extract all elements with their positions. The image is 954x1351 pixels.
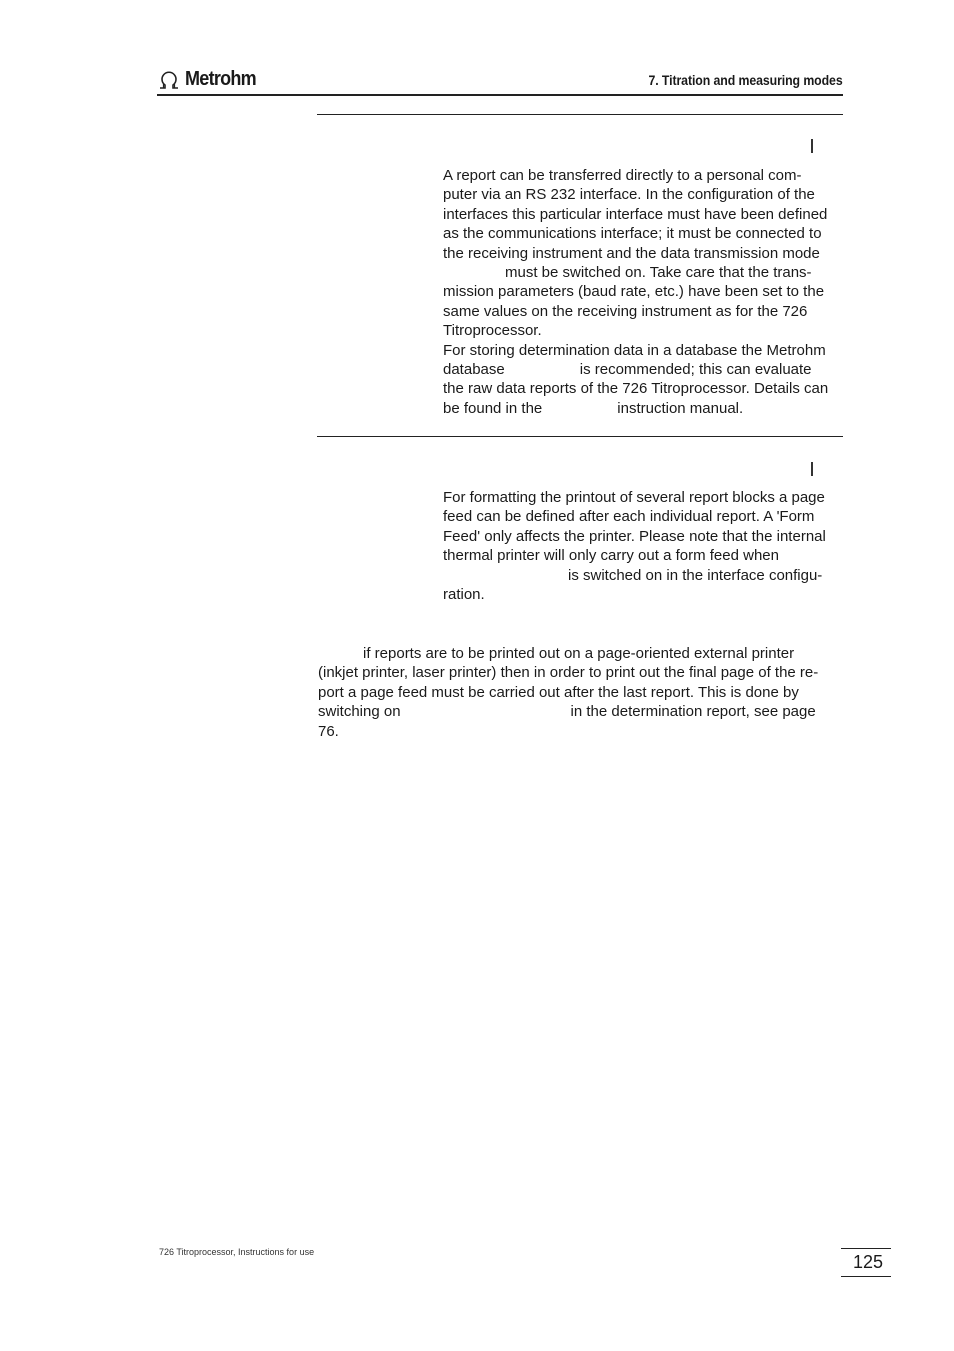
text-line: thermal printer will only carry out a form feed when — [443, 547, 779, 565]
text-line: ration. — [443, 586, 485, 604]
text-line: A report can be transferred directly to a personal com- — [443, 167, 802, 184]
logo-text: Metrohm — [185, 67, 256, 90]
text-line: For formatting the printout of several report blocks a page — [443, 489, 825, 506]
text-line: puter via an RS 232 interface. In the configuration of the — [443, 186, 815, 204]
text-line: 76. — [318, 722, 339, 740]
text-fragment: instruction manual. — [617, 399, 744, 417]
text-line: is switched on in the interface configu- — [568, 566, 823, 584]
text-line: port a page feed must be carried out after the last report. This is done by — [318, 683, 799, 701]
text-line — [443, 399, 843, 418]
omega-icon — [157, 68, 181, 90]
text-line: as the communications interface; it must be connected to — [443, 225, 822, 243]
brand-logo — [157, 66, 264, 92]
text-line: mission parameters (baud rate, etc.) have been set to the — [443, 283, 825, 301]
text-line — [443, 360, 843, 379]
text-line: same values on the receiving instrument as for the 726 — [443, 302, 808, 320]
text-fragment: be found in the — [443, 399, 543, 417]
text-line: Feed' only affects the printer. Please note that the internal — [443, 527, 826, 545]
text-line — [318, 702, 843, 721]
text-line: interfaces this particular interface must have been defined — [443, 205, 828, 223]
chapter-title: 7. Titration and measuring modes — [648, 72, 843, 88]
section-formfeed-text — [443, 488, 843, 604]
page-number-box — [841, 1248, 891, 1277]
page-header — [157, 66, 843, 96]
text-fragment: database — [443, 361, 505, 379]
text-fragment: switching on — [318, 703, 401, 721]
change-bar — [811, 139, 813, 153]
page-number: 125 — [852, 1252, 883, 1272]
text-line: the raw data reports of the 726 Titroprocessor. Details can — [443, 380, 829, 398]
text-line: the receiving instrument and the data transmission mode — [443, 244, 820, 262]
section-divider — [317, 436, 843, 437]
change-bar — [811, 462, 813, 476]
text-line: Titroprocessor. — [443, 322, 542, 340]
text-line: feed can be defined after each individual report. A 'Form — [443, 508, 815, 526]
text-line: must be switched on. Take care that the trans- — [505, 264, 812, 282]
section-divider — [317, 114, 843, 115]
text-fragment: in the determination report, see page — [570, 703, 816, 721]
text-line: (inkjet printer, laser printer) then in order to print out the final page of the re- — [318, 664, 819, 682]
note-text — [318, 644, 843, 741]
footer-doc-title: 726 Titroprocessor, Instructions for use — [159, 1247, 315, 1257]
text-fragment: is recommended; this can evaluate — [579, 361, 812, 379]
section-rs232-text — [443, 166, 843, 418]
text-line: if reports are to be printed out on a page-oriented external printer — [363, 645, 795, 662]
text-line: For storing determination data in a database the Metrohm — [443, 341, 826, 359]
